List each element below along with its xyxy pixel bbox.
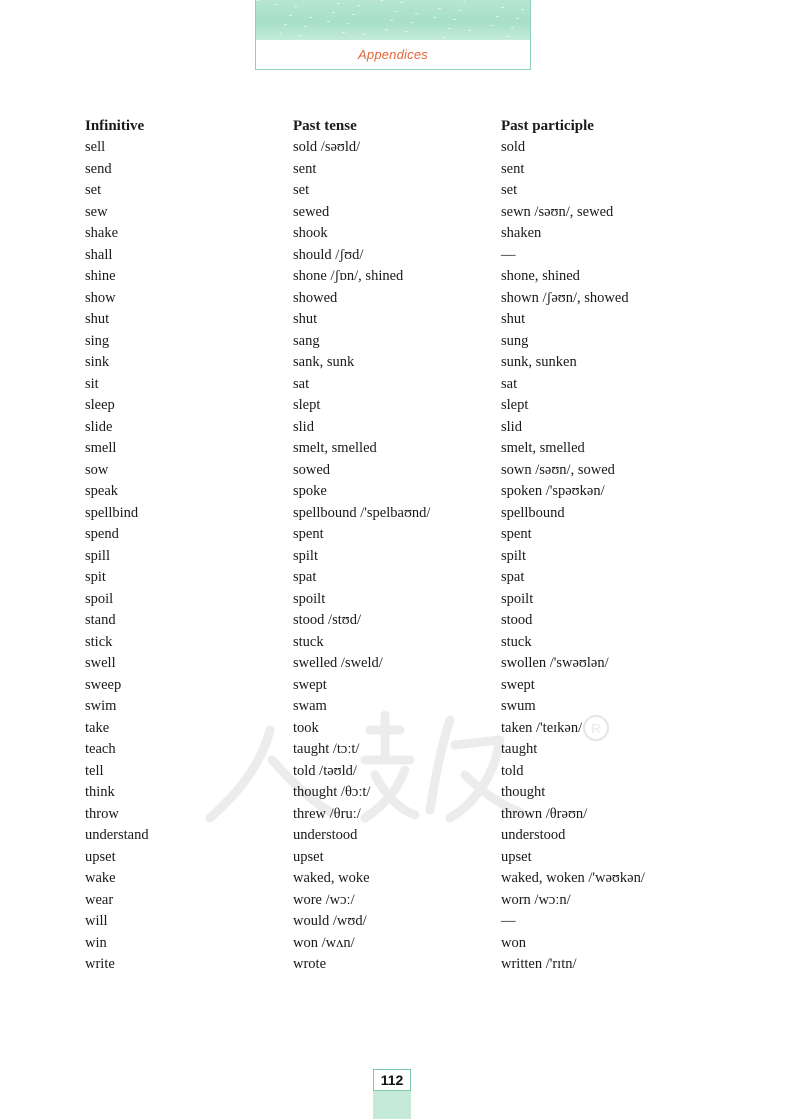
- cell-infinitive: spellbind: [85, 504, 139, 521]
- cell-past-tense: sat: [293, 375, 310, 392]
- cell-past-participle: spilt: [501, 547, 526, 564]
- texture-speck: [453, 19, 456, 20]
- table-row: [85, 761, 705, 783]
- cell-infinitive: teach: [85, 741, 116, 757]
- cell-past-tense: spent: [293, 526, 324, 542]
- cell-past-tense: shone /ʃɒn/, shined: [293, 268, 404, 284]
- cell-past-tense: spoilt: [293, 590, 326, 607]
- texture-speck: [501, 7, 504, 8]
- cell-past-participle: sown /səʊn/, sowed: [501, 461, 615, 478]
- cell-infinitive: win: [85, 934, 107, 951]
- cell-past-tense: waked, woke: [293, 870, 370, 886]
- table-row: [85, 352, 705, 374]
- table-row: [85, 438, 705, 460]
- cell-infinitive: tell: [85, 762, 104, 779]
- cell-past-tense: sold /səʊld/: [293, 139, 361, 155]
- cell-past-participle: won: [501, 934, 526, 951]
- cell-past-tense: threw /θruː/: [293, 805, 361, 822]
- cell-past-participle: stuck: [501, 633, 532, 650]
- cell-past-tense: stuck: [293, 633, 324, 650]
- cell-infinitive: shake: [85, 225, 119, 241]
- texture-speck: [506, 36, 509, 37]
- table-row: [85, 417, 705, 439]
- cell-past-participle: set: [501, 182, 518, 198]
- table-row: [85, 696, 705, 718]
- texture-speck: [309, 17, 312, 18]
- table-row: [85, 718, 705, 740]
- texture-speck: [352, 14, 355, 15]
- table-row: [85, 890, 705, 912]
- cell-past-participle: told: [501, 762, 524, 779]
- table-row: [85, 589, 705, 611]
- cell-infinitive: sing: [85, 332, 110, 349]
- cell-past-participle: smelt, smelled: [501, 440, 585, 456]
- cell-infinitive: speak: [85, 483, 119, 499]
- cell-past-tense: set: [293, 182, 310, 198]
- cell-past-participle: sent: [501, 160, 525, 177]
- texture-speck: [284, 24, 287, 25]
- cell-past-tense: taught /tɔːt/: [293, 741, 360, 757]
- texture-speck: [357, 5, 360, 6]
- texture-speck: [256, 0, 259, 1]
- page-number: 112: [373, 1069, 411, 1091]
- table-row: [85, 245, 705, 267]
- cell-past-participle: shone, shined: [501, 268, 580, 284]
- cell-infinitive: spoil: [85, 590, 114, 607]
- header-title: Appendices: [358, 47, 428, 62]
- cell-infinitive: sew: [85, 203, 108, 220]
- column-header-past-participle: Past participle: [501, 118, 594, 134]
- column-header-infinitive: Infinitive: [85, 118, 145, 134]
- texture-speck: [299, 35, 302, 36]
- column-header-past-tense: Past tense: [293, 118, 357, 134]
- cell-past-participle: stood: [501, 612, 533, 628]
- table-row: [85, 546, 705, 568]
- cell-past-tense: stood /stʊd/: [293, 612, 361, 628]
- cell-past-tense: slept: [293, 397, 321, 413]
- texture-speck: [362, 34, 365, 35]
- cell-past-participle: understood: [501, 827, 566, 843]
- cell-infinitive: shall: [85, 246, 113, 263]
- cell-infinitive: take: [85, 719, 110, 736]
- cell-past-participle: spat: [501, 569, 525, 585]
- cell-past-participle: swollen /'swəʊlən/: [501, 655, 609, 671]
- cell-infinitive: sink: [85, 354, 110, 370]
- cell-past-participle: thought: [501, 784, 546, 800]
- cell-infinitive: wear: [85, 891, 114, 908]
- table-row: [85, 868, 705, 890]
- cell-past-participle: waked, woken /'wəʊkən/: [501, 870, 645, 886]
- table-row: [85, 954, 705, 976]
- cell-past-tense: thought /θɔːt/: [293, 784, 371, 800]
- cell-past-tense: swam: [293, 698, 327, 714]
- cell-infinitive: sit: [85, 375, 99, 392]
- cell-past-participle: sung: [501, 332, 529, 349]
- cell-infinitive: throw: [85, 805, 119, 822]
- texture-speck: [289, 15, 292, 16]
- irregular-verbs-table: [85, 115, 705, 976]
- header-band: [256, 0, 530, 40]
- cell-past-participle: spent: [501, 526, 532, 542]
- cell-past-participle: worn /wɔːn/: [501, 891, 571, 908]
- table-header-row: [85, 115, 705, 137]
- cell-infinitive: shut: [85, 311, 110, 327]
- table-row: [85, 503, 705, 525]
- texture-speck: [443, 37, 446, 38]
- texture-speck: [491, 25, 494, 26]
- cell-past-participle: shut: [501, 311, 526, 327]
- texture-speck: [438, 8, 441, 9]
- cell-infinitive: understand: [85, 827, 149, 843]
- cell-past-participle: sunk, sunken: [501, 354, 577, 370]
- cell-past-participle: shown /ʃəʊn/, showed: [501, 289, 629, 306]
- cell-infinitive: swim: [85, 698, 117, 714]
- cell-infinitive: sweep: [85, 676, 122, 693]
- cell-past-tense: spoke: [293, 483, 327, 499]
- cell-past-participle: thrown /θrəʊn/: [501, 805, 588, 822]
- cell-infinitive: will: [85, 913, 108, 929]
- cell-infinitive: spit: [85, 569, 106, 585]
- cell-infinitive: sleep: [85, 397, 115, 413]
- cell-infinitive: spill: [85, 547, 110, 564]
- cell-past-participle: taken /'teɪkən/: [501, 719, 583, 736]
- cell-past-participle: written /'rɪtn/: [501, 956, 577, 972]
- cell-past-tense: understood: [293, 827, 358, 843]
- cell-past-tense: took: [293, 719, 319, 736]
- cell-past-participle: slept: [501, 397, 529, 413]
- table-row: [85, 309, 705, 331]
- table-row: [85, 933, 705, 955]
- cell-infinitive: stick: [85, 633, 113, 650]
- header-tab: [255, 0, 531, 70]
- texture-speck: [410, 22, 413, 23]
- texture-speck: [342, 32, 345, 33]
- cell-past-tense: shook: [293, 225, 328, 241]
- cell-infinitive: smell: [85, 440, 117, 456]
- cell-infinitive: sell: [85, 139, 106, 155]
- cell-past-participle: spoken /'spəʊkən/: [501, 483, 605, 499]
- cell-past-tense: sewed: [293, 203, 330, 220]
- cell-past-tense: wore /wɔː/: [293, 891, 355, 908]
- cell-infinitive: wake: [85, 870, 116, 886]
- table-row: [85, 288, 705, 310]
- texture-speck: [496, 16, 499, 17]
- cell-past-tense: smelt, smelled: [293, 440, 377, 456]
- texture-speck: [448, 28, 451, 29]
- table-row: [85, 782, 705, 804]
- table-row: [85, 610, 705, 632]
- cell-past-participle: spoilt: [501, 590, 534, 607]
- cell-infinitive: slide: [85, 418, 113, 435]
- cell-past-tense: shut: [293, 311, 318, 327]
- cell-past-participle: taught: [501, 741, 538, 757]
- table-row: [85, 395, 705, 417]
- table-row: [85, 202, 705, 224]
- cell-infinitive: show: [85, 289, 116, 306]
- cell-infinitive: send: [85, 160, 112, 177]
- table-row: [85, 911, 705, 933]
- table-row: [85, 739, 705, 761]
- table-row: [85, 223, 705, 245]
- texture-speck: [521, 9, 524, 10]
- cell-past-tense: sowed: [293, 461, 331, 478]
- texture-speck: [337, 3, 340, 4]
- table-row: [85, 804, 705, 826]
- texture-speck: [395, 11, 398, 12]
- texture-speck: [511, 27, 514, 28]
- texture-speck: [463, 1, 466, 2]
- table-row: [85, 266, 705, 288]
- table-row: [85, 137, 705, 159]
- texture-speck: [415, 13, 418, 14]
- cell-past-participle: swum: [501, 698, 536, 714]
- texture-speck: [405, 31, 408, 32]
- texture-speck: [458, 10, 461, 11]
- cell-past-tense: sang: [293, 332, 320, 349]
- table-row: [85, 180, 705, 202]
- cell-past-tense: spilt: [293, 547, 318, 564]
- cell-infinitive: swell: [85, 655, 116, 671]
- cell-infinitive: shine: [85, 268, 116, 284]
- cell-past-tense: won /wʌn/: [293, 934, 355, 951]
- table-row: [85, 653, 705, 675]
- cell-past-participle: sat: [501, 375, 518, 392]
- cell-infinitive: write: [85, 956, 115, 972]
- cell-past-participle: upset: [501, 848, 532, 865]
- table-row: [85, 825, 705, 847]
- cell-past-tense: should /ʃʊd/: [293, 246, 364, 263]
- table-row: [85, 524, 705, 546]
- texture-speck: [294, 6, 297, 7]
- texture-speck: [433, 17, 436, 18]
- cell-past-tense: upset: [293, 848, 324, 865]
- table-row: [85, 374, 705, 396]
- texture-speck: [274, 4, 277, 5]
- table-row: [85, 331, 705, 353]
- cell-past-participle: swept: [501, 676, 535, 693]
- cell-infinitive: think: [85, 784, 115, 800]
- table-row: [85, 567, 705, 589]
- cell-past-tense: spellbound /'spelbaʊnd/: [293, 504, 431, 521]
- texture-speck: [468, 30, 471, 31]
- texture-speck: [327, 21, 330, 22]
- table-row: [85, 632, 705, 654]
- table-row: [85, 481, 705, 503]
- cell-past-participle: slid: [501, 418, 522, 435]
- cell-infinitive: spend: [85, 526, 119, 542]
- table-row: [85, 460, 705, 482]
- table-body: [85, 137, 705, 976]
- cell-past-participle: spellbound: [501, 504, 565, 521]
- cell-past-tense: sank, sunk: [293, 354, 355, 370]
- cell-past-participle: sold: [501, 139, 526, 155]
- cell-past-tense: slid: [293, 418, 314, 435]
- cell-infinitive: upset: [85, 848, 116, 865]
- table-row: [85, 159, 705, 181]
- texture-speck: [304, 26, 307, 27]
- cell-past-participle: sewn /səʊn/, sewed: [501, 203, 614, 220]
- texture-speck: [347, 23, 350, 24]
- cell-past-tense: spat: [293, 569, 317, 585]
- cell-past-tense: sent: [293, 160, 317, 177]
- svg-text:R: R: [591, 721, 601, 736]
- texture-speck: [332, 12, 335, 13]
- cell-past-tense: would /wʊd/: [293, 913, 367, 929]
- texture-speck: [380, 0, 383, 1]
- texture-speck: [516, 18, 519, 19]
- cell-past-tense: swept: [293, 676, 327, 693]
- cell-past-tense: showed: [293, 289, 338, 306]
- cell-infinitive: stand: [85, 612, 116, 628]
- texture-speck: [390, 20, 393, 21]
- cell-past-tense: told /təʊld/: [293, 762, 357, 779]
- cell-past-participle: —: [501, 246, 516, 263]
- cell-infinitive: sow: [85, 461, 109, 478]
- cell-infinitive: set: [85, 182, 102, 198]
- cell-past-tense: wrote: [293, 956, 327, 972]
- cell-past-participle: shaken: [501, 225, 542, 241]
- table-row: [85, 847, 705, 869]
- cell-past-tense: swelled /sweld/: [293, 655, 383, 671]
- table-row: [85, 675, 705, 697]
- texture-speck: [279, 33, 282, 34]
- texture-speck: [385, 29, 388, 30]
- texture-speck: [400, 2, 403, 3]
- cell-past-participle: —: [501, 913, 516, 929]
